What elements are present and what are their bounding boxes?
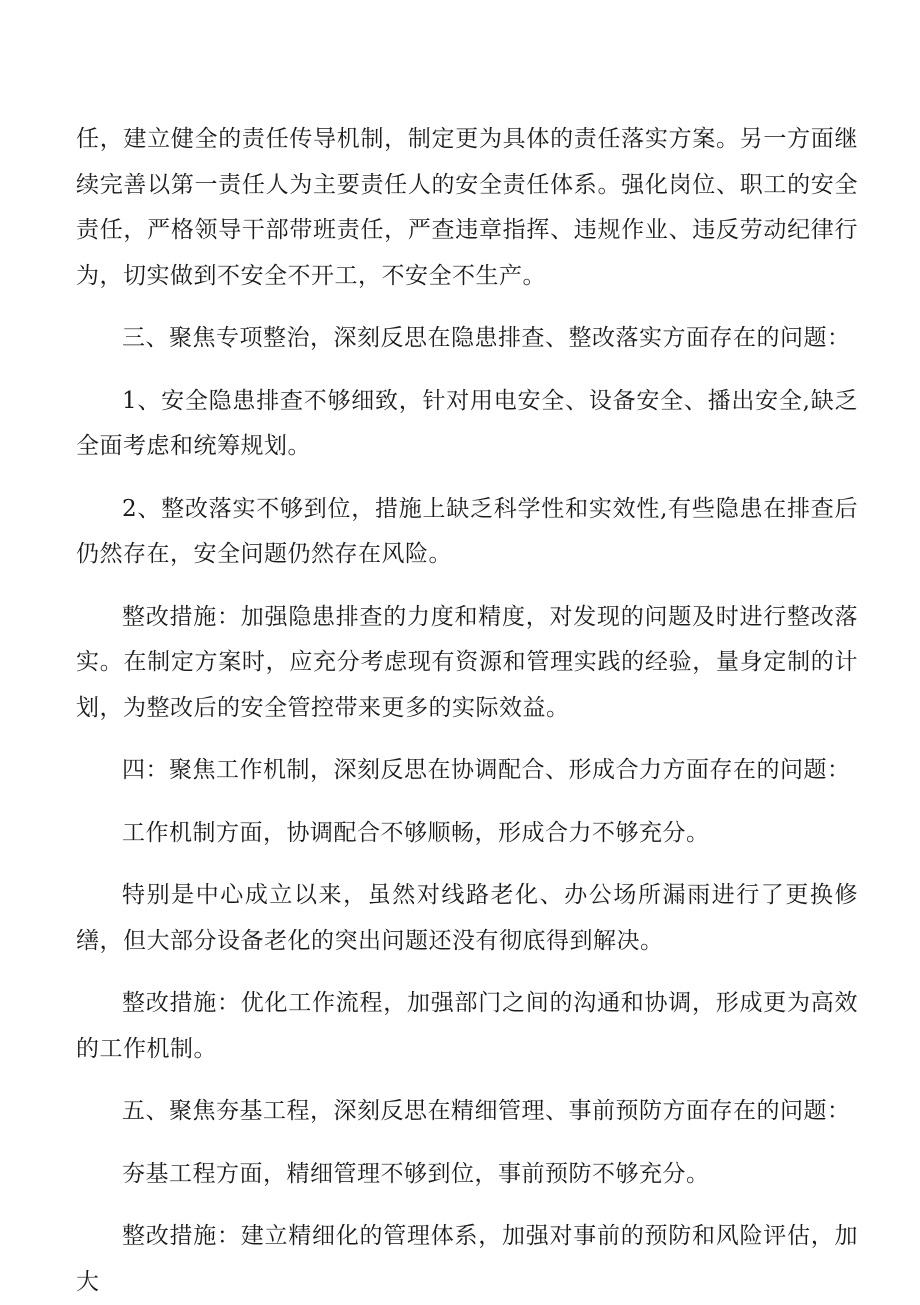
- paragraph-responsibility-system: 任，建立健全的责任传导机制，制定更为具体的责任落实方案。另一方面继续完善以第一责任人为主要责任人的安全责任体系。强化岗位、职工的安全责任，严格领导干部带班责任，严查违章指挥、违规作业、违反劳动纪律行为，切实做到不安全不开工，不安全不生产。: [76, 126, 858, 289]
- heading-section-four: 四：聚焦工作机制，深刻反思在协调配合、形成合力方面存在的问题：: [122, 757, 851, 783]
- paragraph-foundation-project: 夯基工程方面，精细管理不够到位，事前预防不够充分。: [122, 1160, 710, 1187]
- paragraph-rectification-measures-3: 整改措施：建立精细化的管理体系，加强对事前的预防和风险评估，加大: [76, 1223, 858, 1295]
- paragraph-rectification-measures-2: 整改措施：优化工作流程，加强部门之间的沟通和协调，形成更为高效的工作机制。: [76, 990, 858, 1062]
- heading-section-three: 三、聚焦专项整治，深刻反思在隐患排查、整改落实方面存在的问题：: [122, 325, 851, 351]
- paragraph-equipment-aging: 特别是中心成立以来，虽然对线路老化、办公场所漏雨进行了更换修缮，但大部分设备老化的突出问题还没有彻底得到解决。: [76, 882, 858, 954]
- paragraph-rectification-measures-1: 整改措施：加强隐患排查的力度和精度，对发现的问题及时进行整改落实。在制定方案时，应充分考虑现有资源和管理实践的经验，量身定制的计划，为整改后的安全管控带来更多的实际效益。: [76, 603, 858, 721]
- paragraph-work-mechanism: 工作机制方面，协调配合不够顺畅，形成合力不够充分。: [122, 819, 710, 846]
- paragraph-issue-1: 1、安全隐患排查不够细致，针对用电安全、设备安全、播出安全,缺乏全面考虑和统筹规划。: [76, 387, 858, 459]
- paragraph-issue-2: 2、整改落实不够到位，措施上缺乏科学性和实效性,有些隐患在排查后仍然存在，安全问题仍然存在风险。: [76, 495, 858, 567]
- heading-section-five: 五、聚焦夯基工程，深刻反思在精细管理、事前预防方面存在的问题：: [122, 1098, 851, 1124]
